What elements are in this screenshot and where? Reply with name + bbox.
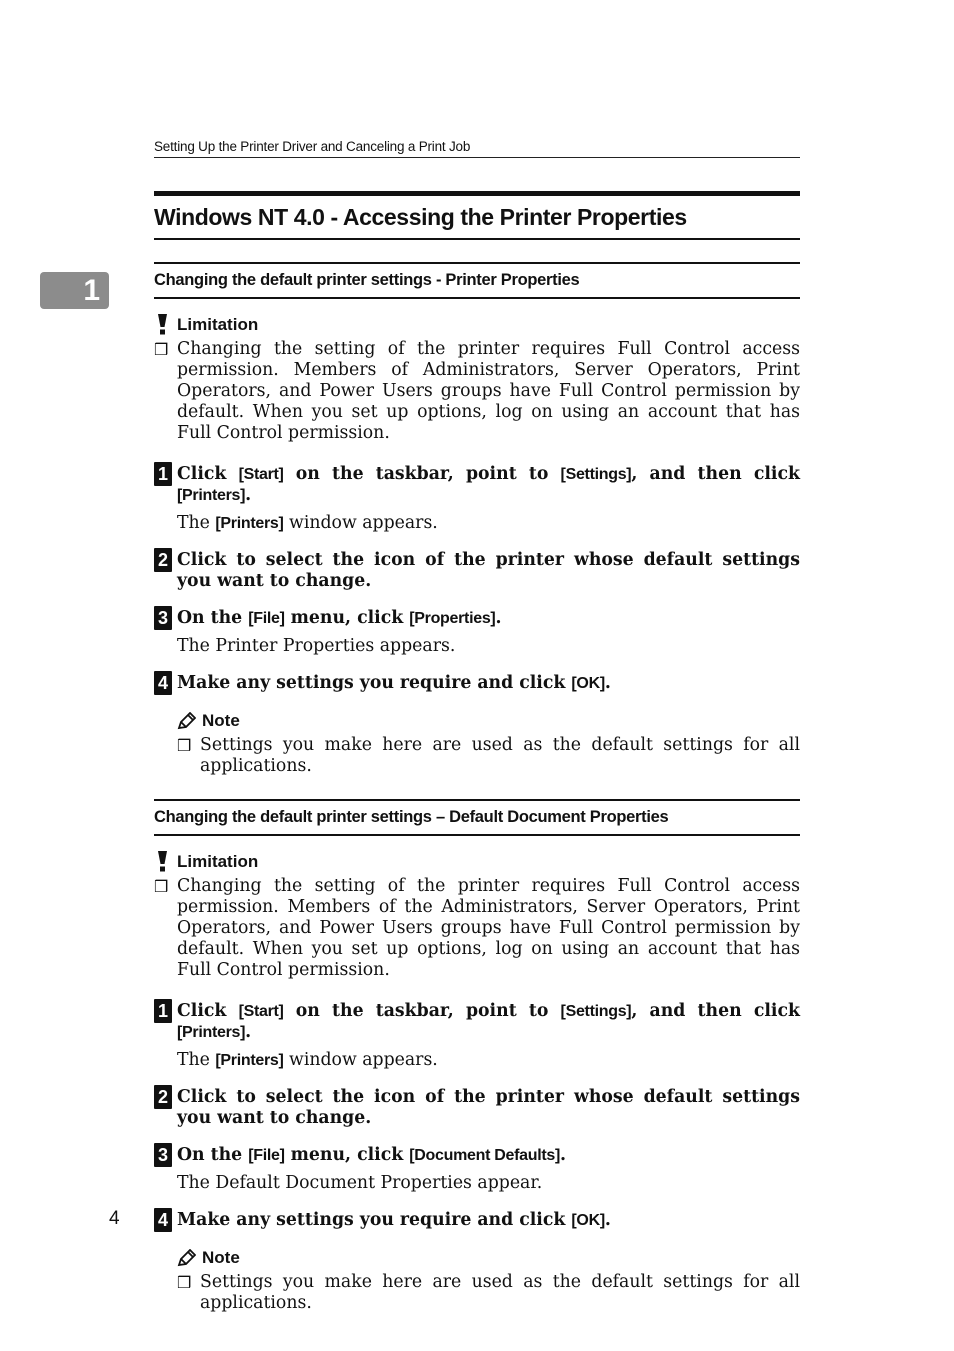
ui-term: [Printers] — [215, 1052, 284, 1069]
step-number-badge: 1 — [154, 999, 172, 1023]
step-result — [177, 1050, 800, 1071]
ui-term: [Printers] — [177, 1024, 246, 1041]
step-item — [154, 1085, 800, 1129]
running-header: Setting Up the Printer Driver and Canceling a Print Job — [154, 139, 800, 158]
ui-term: [OK] — [571, 675, 605, 692]
text-run: . — [604, 673, 611, 693]
note-heading — [177, 709, 800, 733]
ui-term: [Start] — [238, 466, 284, 483]
limitation-label: Limitation — [177, 852, 259, 871]
limitation-text: Changing the setting of the printer requires Full Control access permission. Members of Administrators, Server Operators, Print Operators, and Power Users groups have Full Control permission by default. When you set up options, log on using an account that has Full Control permission. — [177, 339, 800, 443]
step-item — [154, 606, 800, 657]
chapter-tab: 1 — [40, 272, 109, 309]
subsection-title: Changing the default printer settings - Printer Properties — [154, 262, 800, 299]
text-run: Make any settings you require and click — [177, 673, 572, 693]
step-result — [177, 1173, 800, 1194]
note-text: Settings you make here are used as the default settings for all applications. — [200, 1272, 800, 1313]
text-run: window appears. — [283, 513, 438, 533]
ui-term: [OK] — [571, 1212, 605, 1229]
limitation-bullet — [154, 876, 800, 981]
limitation-text: Changing the setting of the printer requires Full Control access permission. Members of the Administrators, Server Operators, Print Operators, and Power Users groups have Full Control permission by default. When you set up options, log on using an account that has Full Control permission. — [177, 876, 800, 980]
ui-term: [Printers] — [215, 515, 284, 532]
text-run: The Default Document Properties appear. — [177, 1173, 543, 1193]
subsections — [154, 262, 800, 1314]
step-number-badge: 4 — [154, 1208, 172, 1232]
checkbox-bullet-icon: ❒ — [177, 1273, 192, 1292]
text-run: . — [245, 1022, 252, 1042]
pencil-icon — [177, 712, 196, 730]
text-run: window appears. — [283, 1050, 438, 1070]
text-run: . — [560, 1145, 567, 1165]
subsection-title: Changing the default printer settings – Default Document Properties — [154, 799, 800, 836]
checkbox-bullet-icon: ❒ — [154, 340, 169, 359]
section-title: Windows NT 4.0 - Accessing the Printer Properties — [154, 191, 800, 240]
step-item — [154, 462, 800, 534]
step-body — [177, 462, 800, 534]
step-instruction — [177, 999, 800, 1043]
text-run: on the taskbar, point to — [283, 1001, 561, 1021]
step-body — [177, 606, 800, 657]
note-heading — [177, 1246, 800, 1270]
pencil-icon — [177, 1249, 196, 1267]
limitation-bullet — [154, 339, 800, 444]
limitation-heading — [154, 313, 800, 337]
step-instruction — [177, 606, 800, 629]
note-bullet — [177, 735, 800, 777]
ui-term: [File] — [248, 610, 285, 627]
step-result — [177, 636, 800, 657]
text-run: Click — [177, 1001, 239, 1021]
text-run: , and then click — [631, 1001, 800, 1021]
limitation-label: Limitation — [177, 315, 259, 334]
text-run: The Printer Properties appears. — [177, 636, 456, 656]
page-number: 4 — [109, 1208, 120, 1229]
step-instruction — [177, 462, 800, 506]
step-instruction — [177, 1143, 800, 1166]
text-run: The — [177, 1050, 216, 1070]
ui-term: [Document Defaults] — [409, 1147, 561, 1164]
limitation-icon — [154, 313, 171, 337]
note-bullet — [177, 1272, 800, 1314]
limitation-icon — [154, 850, 171, 874]
step-body — [177, 999, 800, 1071]
limitation-heading — [154, 850, 800, 874]
step-instruction — [177, 1085, 800, 1129]
step-body — [177, 1085, 800, 1129]
text-run: menu, click — [284, 1145, 410, 1165]
text-run: , and then click — [631, 464, 800, 484]
step-number-badge: 2 — [154, 1085, 172, 1109]
ui-term: [Start] — [238, 1003, 284, 1020]
ui-term: [Printers] — [177, 487, 246, 504]
ui-term: [Settings] — [560, 1003, 632, 1020]
step-number-badge: 4 — [154, 671, 172, 695]
steps-list — [154, 999, 800, 1232]
text-run: Click to select the icon of the printer whose default settings you want to change. — [177, 550, 800, 591]
ui-term: [Settings] — [560, 466, 632, 483]
step-body — [177, 671, 800, 695]
note-label: Note — [202, 1248, 240, 1267]
checkbox-bullet-icon: ❒ — [177, 736, 192, 755]
text-run: On the — [177, 608, 249, 628]
text-run: . — [495, 608, 502, 628]
step-body — [177, 1208, 800, 1232]
step-number-badge: 3 — [154, 1143, 172, 1167]
text-run: on the taskbar, point to — [283, 464, 561, 484]
page-content — [154, 191, 800, 1314]
step-item — [154, 1143, 800, 1194]
step-instruction — [177, 1208, 800, 1231]
note-label: Note — [202, 711, 240, 730]
step-body — [177, 548, 800, 592]
step-item — [154, 1208, 800, 1232]
text-run: Click — [177, 464, 239, 484]
step-number-badge: 2 — [154, 548, 172, 572]
text-run: On the — [177, 1145, 249, 1165]
text-run: menu, click — [284, 608, 410, 628]
step-item — [154, 548, 800, 592]
step-number-badge: 1 — [154, 462, 172, 486]
ui-term: [Properties] — [409, 610, 496, 627]
step-instruction — [177, 671, 800, 694]
checkbox-bullet-icon: ❒ — [154, 877, 169, 896]
step-body — [177, 1143, 800, 1194]
note-text: Settings you make here are used as the default settings for all applications. — [200, 735, 800, 776]
step-result — [177, 513, 800, 534]
step-item — [154, 999, 800, 1071]
step-number-badge: 3 — [154, 606, 172, 630]
step-instruction — [177, 548, 800, 592]
text-run: . — [604, 1210, 611, 1230]
step-item — [154, 671, 800, 695]
ui-term: [File] — [248, 1147, 285, 1164]
text-run: . — [245, 485, 252, 505]
subsection — [154, 262, 800, 777]
text-run: Make any settings you require and click — [177, 1210, 572, 1230]
text-run: The — [177, 513, 216, 533]
steps-list — [154, 462, 800, 695]
subsection — [154, 799, 800, 1314]
text-run: Click to select the icon of the printer whose default settings you want to change. — [177, 1087, 800, 1128]
